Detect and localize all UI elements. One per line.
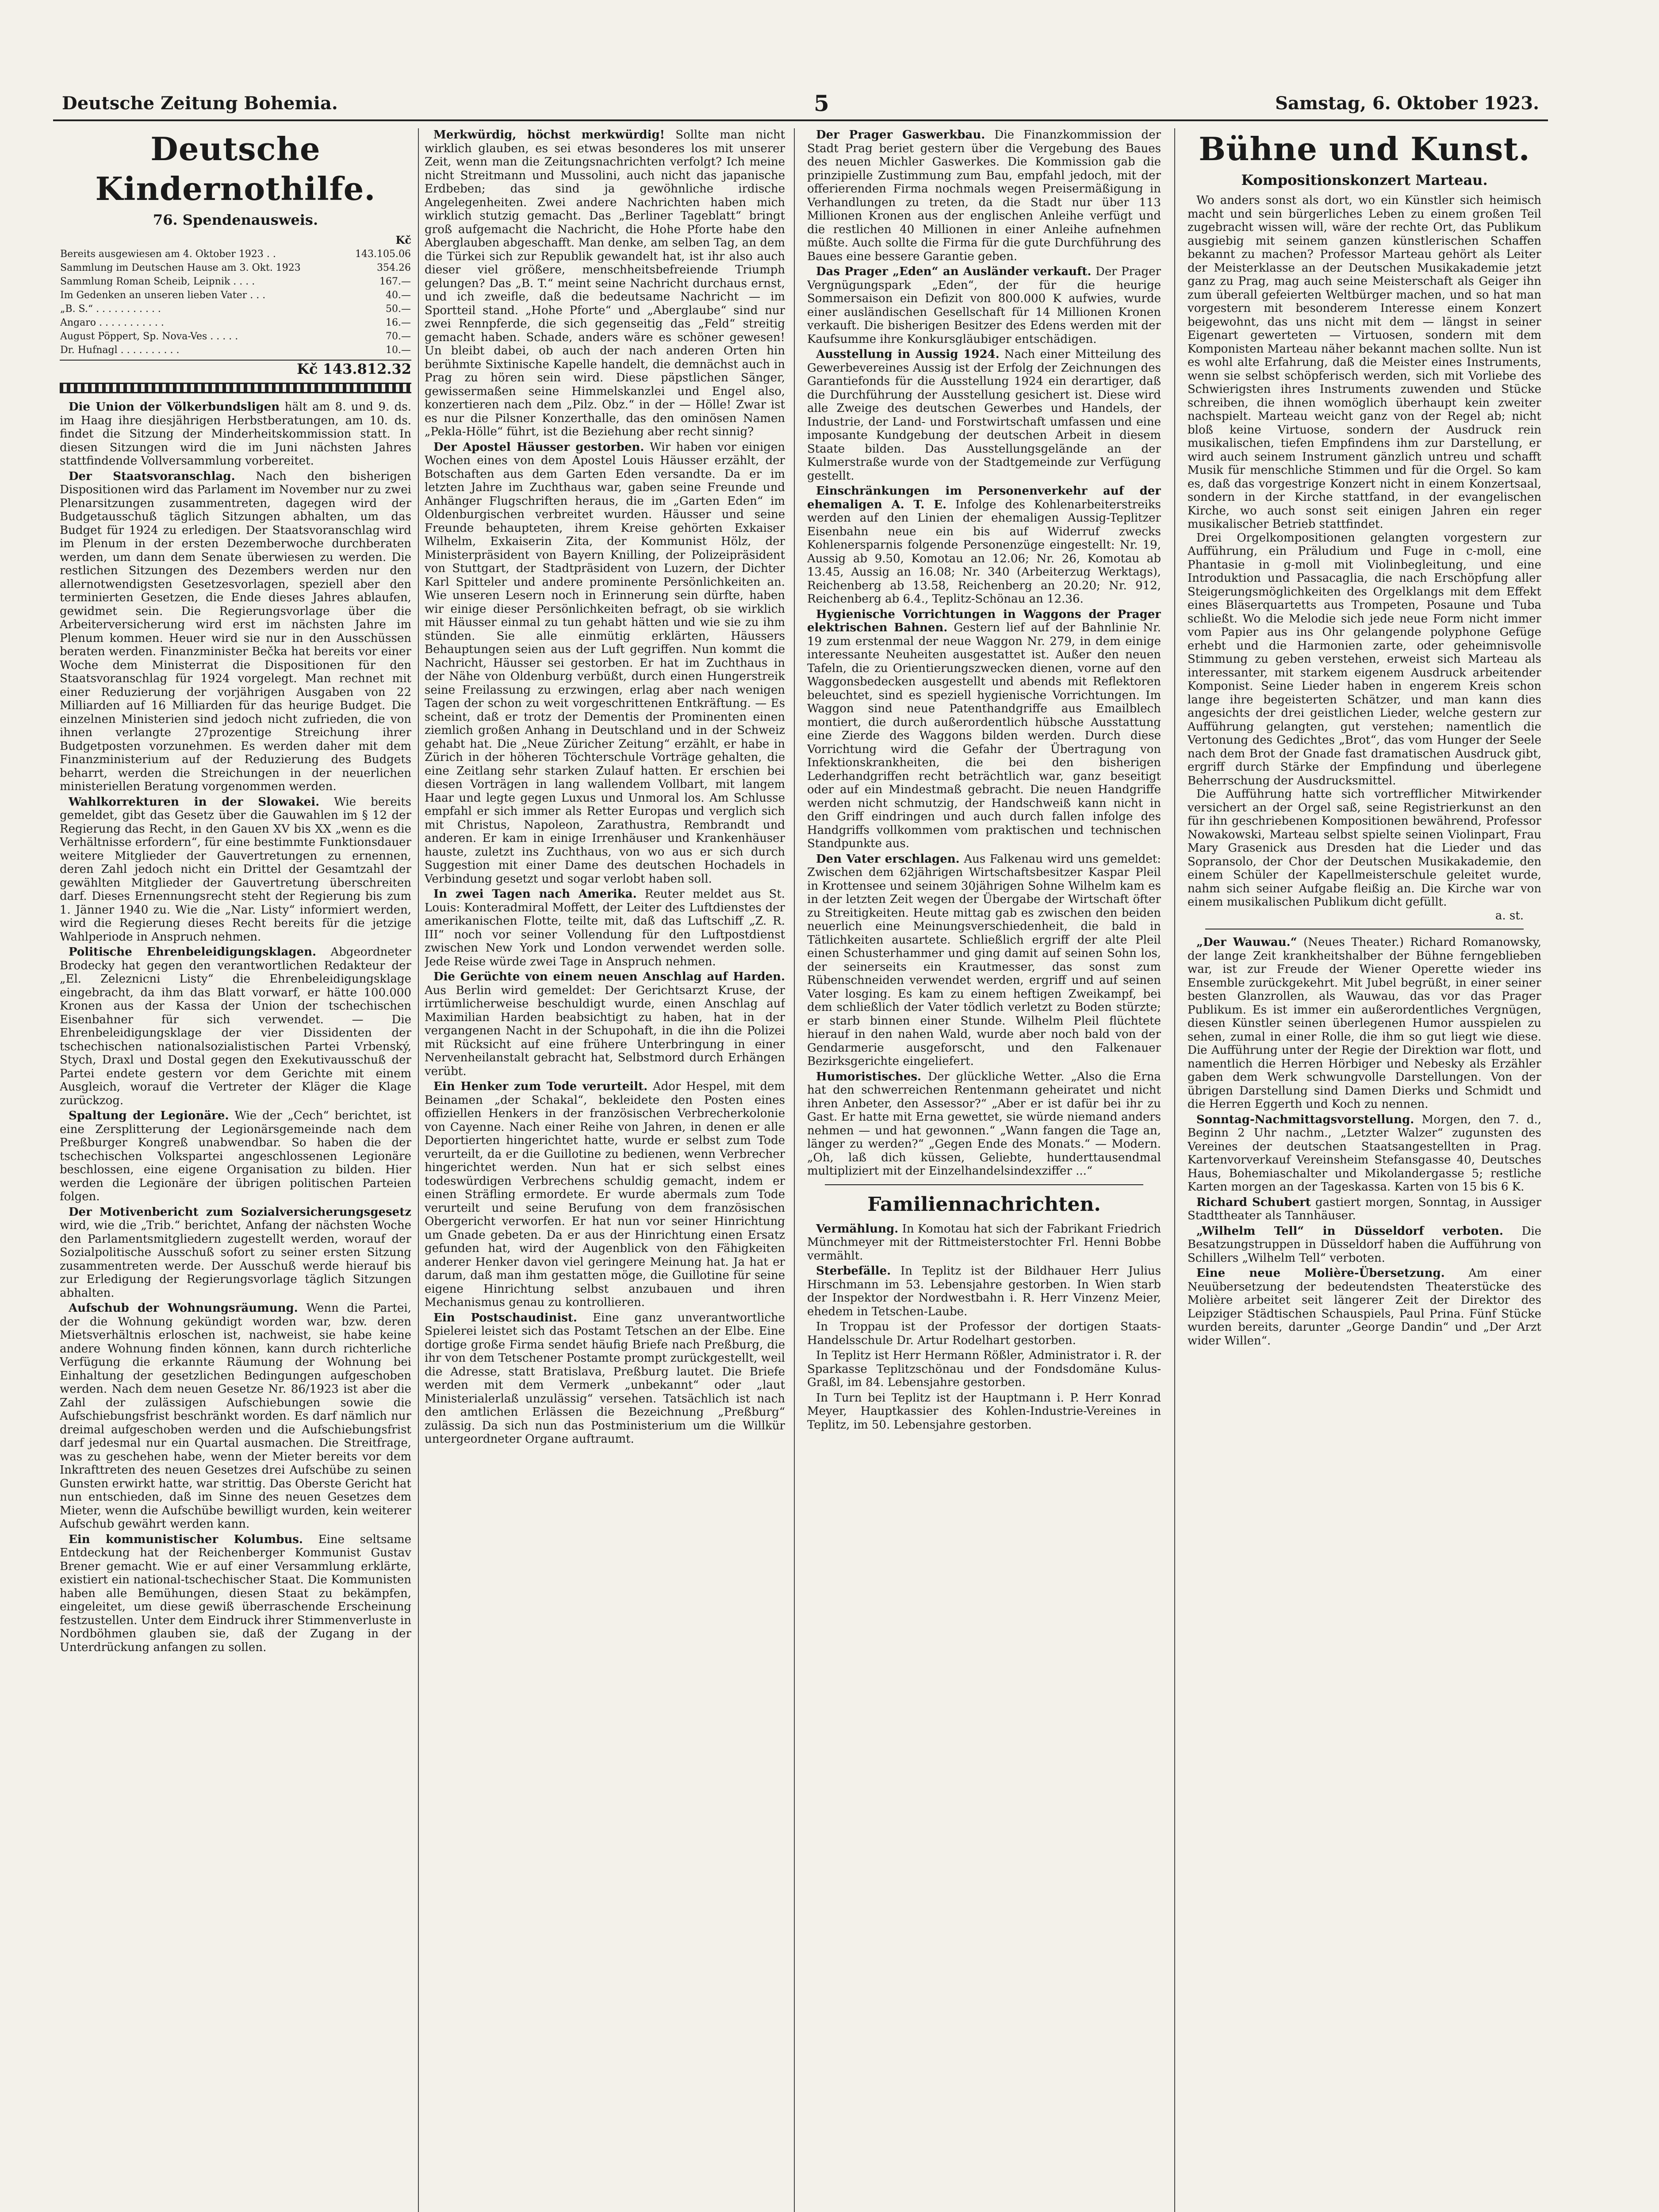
news-item (807, 853, 1161, 1068)
news-headline: Ein kommunistischer Kolumbus. (69, 1532, 303, 1546)
news-text: Am einer Neuübersetzung der bedeutendsten Theaterstücke des Molière arbeitet seit längerer Zeit der Direktor des Leipziger Städtischen Schauspiels, Paul Prina. Fünf Stücke wurden bereits, darunter „George Dandin“ und „Der Arzt wider Willen“. (1188, 1267, 1541, 1348)
news-headline: Einschränkungen im Personenverkehr auf der ehemaligen A. T. E. (807, 484, 1161, 511)
donation-label: Bereits ausgewiesen am 4. Oktober 1923 . . (60, 248, 276, 260)
donation-label: Im Gedenken an unseren lieben Vater . . . (60, 289, 266, 301)
currency-label: Kč (395, 234, 411, 246)
news-item (425, 1080, 785, 1310)
news-item (425, 441, 785, 886)
news-headline: Den Vater erschlagen. (816, 852, 960, 866)
news-text: hält am 8. und 9. ds. im Haag ihre diesjährigen Herbstberatungen, am 10. ds. findet die Sitzung der Minderheitskommission statt. In diesen Sitzungen wird die im Juni nächsten Jahres stattfindende Vollversammlung vorbereitet. (60, 400, 411, 468)
donation-amount: 167.— (379, 276, 411, 287)
news-item (1188, 1196, 1541, 1223)
news-headline: Ein Postschaudinist. (433, 1311, 577, 1325)
news-text: Die Finanzkommission der Stadt Prag beriet gestern über die Vergebung des Baues des neuen Michler Gaswerkes. Die Kommission gab die prinzipielle Zustimmung zum Bau, empfahl jedoch, mit der offerierenden Firma nochmals wegen Preisermäßigung in Verhandlungen zu treten, da die Stadt nur über 113 Millionen Kronen aus der englischen Anleihe verfügt und die restlichen 40 Millionen in einer Anleihe aufnehmen müßte. Auch sollte die Firma für die gute Durchführung des Baues eine bessere Garantie geben. (807, 128, 1161, 263)
news-item (425, 128, 785, 439)
page-number: 5 (814, 90, 829, 116)
news-item (60, 400, 411, 468)
news-headline: Spaltung der Legionäre. (69, 1109, 229, 1122)
donation-row (60, 275, 411, 288)
news-headline: „Der Wauwau.“ (1196, 936, 1297, 949)
column-rule (794, 128, 795, 2212)
column-4 (1188, 128, 1541, 2212)
donation-row (60, 247, 411, 261)
news-text: Gestern lief auf der Bahnlinie Nr. 19 zum erstenmal der neue Waggon Nr. 279, in dem einige interessante Neuheiten ausgestattet ist. Außer den neuen Tafeln, die zu Orientierungszwecken dienen, vorne auf den Waggonsbedecken ausgestellt und abends mit Reflektoren beleuchtet, sind es speziell hygienische Vorrichtungen. Im Waggon sind neue Patenthandgriffe aus Emailblech montiert, die durch außerordentlich hübsche Ausstattung eine Zierde des Waggons bilden werden. Durch diese Vorrichtung wird die Gefahr der Übertragung von Infektionskrankheiten, die bei den bisherigen Lederhandgriffen recht beträchtlich war, ganz beseitigt oder auf ein Mindestmaß gebracht. Die neuen Handgriffe werden nicht schmutzig, der Handschweiß kann nicht in den Griff eindringen und auch durch fallen infolge des Handgriffs vollkommen vom praktischen und technischen Standpunkte aus. (807, 621, 1161, 850)
news-item (425, 1311, 785, 1446)
news-headline: Sterbefälle. (816, 1264, 891, 1278)
header-rule (53, 119, 1548, 121)
news-item (1188, 936, 1541, 1111)
donation-label: Angaro . . . . . . . . . . . (60, 317, 164, 328)
news-headline: Das Prager „Eden“ an Ausländer verkauft. (816, 265, 1092, 278)
news-item (425, 970, 785, 1078)
column-2 (425, 128, 785, 2212)
news-headline: Hygienische Vorrichtungen in Waggons der Prager elektrischen Bahnen. (807, 607, 1161, 634)
news-headline: In zwei Tagen nach Amerika. (433, 887, 637, 901)
news-headline: Aufschub der Wohnungsräumung. (69, 1302, 298, 1315)
news-headline: Richard Schubert (1196, 1195, 1311, 1209)
review-signature: a. st. (1495, 909, 1524, 922)
donation-label: Sammlung im Deutschen Hause am 3. Okt. 1923 (60, 262, 301, 273)
column-3-stories (807, 128, 1161, 1178)
news-text: Die Besatzungstruppen in Düsseldorf haben die Aufführung von Schillers „Wilhelm Tell“ verboten. (1188, 1224, 1541, 1265)
kindernothilfe-title: Deutsche Kindernothilfe. (95, 130, 376, 207)
news-text: Sollte man nicht wirklich glauben, es sei etwas besonderes los mit unserer Zeit, wenn man die Zeitungsnachrichten verfolgt? Ich meine nicht Streitmann und Mussolini, auch nicht das japanische Erdbeben; das sind ja gewöhnliche irdische Angelegenheiten. Zwei andere Nachrichten haben mich wirklich stutzig gemacht. Das „Berliner Tageblatt“ bringt groß aufgemacht die Nachricht, die Hohe Pforte habe den Aberglauben abgeschafft. Man denke, am selben Tag, an dem die Türkei sich zur Republik gewandelt hat, ist ihr also auch dieser viel größere, menschheitsbefreiende Triumph gelungen? Das „B. T.“ meint seine Nachricht durchaus ernst, und ich zweifle, daß die bedeutsame Nachricht — im Sportteil stand. „Hohe Pforte“ und „Aberglaube“ sind nur zwei Rennpferde, die sich gegenseitig das „Feld“ streitig gemacht haben. Schade, anders wäre es schöner gewesen! Un bleibt dabei, ob auch der nach anderen Orten hin berühmte Sixtinische Kapelle handelt, die demnächst auch in Prag zu hören sein wird. Diese päpstlichen Sänger, gewissermaßen seine Himmelskanzlei und Engel also, konzertieren nach dem „Pilz. Obz.“ in der — Hölle! Zwar ist es nur die Pilsner Konzerthalle, das den ominösen Namen „Pekla-Hölle“ führt, ist die Beziehung aber recht sinnig? (425, 128, 785, 438)
news-text: Wenn die Partei, der die Wohnung gekündigt worden war, bzw. deren Mietsverhältnis erloschen ist, nachweist, sie habe keine andere Wohnung finden können, kann durch richterliche Verfügung die erkannte Räumung der Wohnung bei Einhaltung der gesetzlichen Bedingungen aufgeschoben werden. Nach dem neuen Gesetze Nr. 86/1923 ist aber die Zahl der zulässigen Aufschiebungen sowie die Aufschiebungsfrist beschränkt worden. Es darf nämlich nur dreimal aufgeschoben werden und die Aufschiebungsfrist darf jedesmal nur ein Quartal ausmachen. Die Streitfrage, was zu geschehen habe, wenn der Mieter bereits vor dem Inkrafttreten des neuen Gesetzes drei Aufschübe zu seinen Gunsten erwirkt hatte, war strittig. Das Oberste Gericht hat nun entschieden, daß im Sinne des neuen Gesetzes dem Mieter, wenn die Aufschübe bewilligt wurden, kein weiterer Aufschub gewährt werden kann. (60, 1302, 411, 1531)
news-headline: Merkwürdig, höchst merkwürdig! (433, 128, 665, 142)
news-item (60, 945, 411, 1107)
family-notices (807, 1222, 1161, 1432)
news-text: In Troppau ist der Professor der dortigen Staats-Handelsschule Dr. Artur Rodelhart gestorben. (807, 1320, 1161, 1347)
review-paragraph: Drei Orgelkompositionen gelangten vorgestern zur Aufführung, ein Präludium und Fuge in c-moll, eine Phantasie in g-moll mit Violinbegleitung, und eine Introduktion und Passacaglia, die nach Erschöpfung aller Steigerungsmöglichkeiten des Orgelklangs mit dem Effekt eines Bläserquartetts aus Trompeten, Posaune und Tuba schließt. Wo die Melodie sich jede neue Form nicht immer vom Papier aus ins Ohr gelangende polyphone Gefüge erhebt und die Harmonien zarte, oder geheimnisvolle Stimmung zu geben verstehen, erweist sich Marteau als interessanter, mit starkem eigenem Ausdruck arbeitender Komponist. Seine Lieder haben in engerem Kreis schon lange ihre begeisterten Schätzer, und man kann dies angesichts der drei geistlichen Lieder, welche gestern zur Aufführung gelangten, gut verstehen; namentlich die Vertonung des Gedichtes „Brot“, das vom Hunger der Seele nach dem Brot der Gnade fast dramatischen Ausdruck gibt, ergriff durch Stärke der Empfindung und überlegene Beherrschung der Ausdrucksmittel. (1188, 531, 1541, 787)
donations-total: Kč 143.812.32 (60, 360, 411, 379)
news-item (807, 348, 1161, 483)
donation-row (60, 288, 411, 302)
news-headline: Wahlkorrekturen in der Slowakei. (69, 795, 320, 809)
column-1-stories (60, 400, 411, 1654)
donation-label: Sammlung Roman Scheib, Leipnik . . . . (60, 276, 255, 287)
column-1 (60, 128, 411, 2212)
news-item (1188, 1267, 1541, 1348)
news-item (807, 265, 1161, 346)
news-item (807, 128, 1161, 263)
news-headline: Ausstellung in Aussig 1924. (816, 348, 1000, 361)
news-item (807, 1349, 1161, 1390)
donation-amount: 354.26 (377, 262, 411, 273)
news-item (807, 1320, 1161, 1347)
news-text: gastiert morgen, Sonntag, in Aussiger Stadttheater als Tannhäuser. (1188, 1195, 1541, 1222)
newspaper-name: Deutsche Zeitung Bohemia. (62, 93, 338, 114)
news-text: Wir haben vor einigen Wochen eines von dem Apostel Louis Häusser erzählt, der Botschaften aus dem Garten Eden versandte. Da er im letzten Jahre im Zuchthaus war, gaben seine Freunde und Anhänger Flugschriften heraus, die im „Garten Eden“ im Oldenburgischen verbreitet wurden. Häusser und seine Freunde behaupteten, ihrem Kreise gehörten Exkaiser Wilhelm, Exkaiserin Zita, der Kommunist Hölz, der Ministerpräsident von Bayern Knilling, der Polizeipräsident von Stuttgart, der Stadtpräsident von Luzern, der Dichter Karl Spitteler und andere prominente Persönlichkeiten an. Wie unseren Lesern noch in Erinnerung sein dürfte, haben wir einige dieser Persönlichkeiten befragt, ob sie wirklich mit Häusser einmal zu tun gehabt hätten und wie sie zu ihm stünden. Sie alle einmütig erklärten, Häussers Behauptungen seien aus der Luft gegriffen. Nun kommt die Nachricht, Häusser sei gestorben. Er hat im Zuchthaus in der Nähe von Oldenburg verbüßt, durch einen Hungerstreik seine Freilassung zu erzwingen, erlag aber nach wenigen Tagen der schon zu weit vorgeschrittenen Entkräftung. — Es scheint, daß er trotz der Dementis der Prominenten einen ziemlich großen Anhang in Deutschland und in der Schweiz gehabt hat. Die „Neue Züricher Zeitung“ erzählt, er habe in Zürich in der höheren Töchterschule Vorträge gehalten, die eine Zeitlang sehr starken Zulauf hatten. Er erschien bei diesen Vorträgen in lang wallendem Vollbart, mit langem Haar und legte gegen Luxus und Unmoral los. Am Schlusse empfahl er sich immer als Retter Europas und verglich sich mit Christus, Napoleon, Zarathustra, Rembrandt und anderen. Er kam in einige Irrenhäuser und Krankenhäuser hauste, zuletzt ins Zuchthaus, von wo aus er sich durch Suggestion mit einer Dame des deutschen Hochadels in Verbindung gesetzt und sogar verlobt haben soll. (425, 440, 785, 886)
news-headline: Sonntag-Nachmittagsvorstellung. (1196, 1113, 1414, 1126)
donation-row (60, 343, 411, 357)
news-text: wird, wie die „Trib.“ berichtet, Anfang der nächsten Woche den Parlamentsmitgliedern zugestellt werden, worauf der Sozialpolitische Ausschuß sofort zu seiner ersten Sitzung zusammentreten werde. Der Ausschuß werde hierauf bis zur Erledigung der Regierungsvorlage täglich Sitzungen abhalten. (60, 1219, 411, 1300)
donation-row (60, 302, 411, 316)
news-headline: Der Prager Gaswerkbau. (816, 128, 985, 142)
issue-date: Samstag, 6. Oktober 1923. (1275, 93, 1539, 114)
news-headline: Der Motivenbericht zum Sozialversicherungsgesetz (69, 1205, 411, 1219)
news-text: Eine seltsame Entdeckung hat der Reichenberger Kommunist Gustav Brener gemacht. Wie er auf einer Versammlung erklärte, existiert ein national-tschechischer Staat. Die Kommunisten haben alle Bemühungen, diesen Staat zu bekämpfen, eingeleitet, um diese gewiß überraschende Erscheinung festzustellen. Unter dem Eindruck ihrer Stimmenverluste in Nordböhmen glauben sie, daß der Zugang in der Unterdrückung anfangen zu sollen. (60, 1532, 411, 1654)
donation-row (60, 261, 411, 275)
spendenausweis-subtitle: 76. Spendenausweis. (153, 211, 318, 228)
column-4-stories (1188, 936, 1541, 1348)
news-headline: Ein Henker zum Tode verurteilt. (433, 1080, 648, 1093)
donation-amount: 40.— (386, 289, 411, 301)
donation-label: Dr. Hufnagl . . . . . . . . . . (60, 344, 180, 356)
review-subtitle: Kompositionskonzert Marteau. (1241, 172, 1488, 188)
news-item (60, 1109, 411, 1204)
concert-review (1188, 194, 1541, 909)
news-text: In Komotau hat sich der Fabrikant Friedrich Münchmeyer mit der Rittmeisterstochter Frl. Henni Bobbe vermählt. (807, 1222, 1161, 1263)
news-headline: Politische Ehrenbeleidigungsklagen. (69, 945, 317, 959)
news-item (807, 484, 1161, 606)
news-item (60, 1302, 411, 1531)
news-text: Morgen, den 7. d., Beginn 2 Uhr nachm., „Letzter Walzer“ zugunsten des Vereines der deutschen Staatsangestellten in Prag. Kartenvorverkauf Vereinsheim Stefansgasse 40, Deutsches Haus, Bohemiaschalter und Mikolandergasse 5; restliche Karten morgen an der Tageskassa. Karten von 15 bis 6 K. (1188, 1113, 1541, 1194)
news-item (60, 795, 411, 944)
news-headline: Der Staatsvoranschlag. (69, 469, 235, 483)
column-3 (807, 128, 1161, 2212)
news-text: In Turn bei Teplitz ist der Hauptmann i. P. Herr Konrad Meyer, Hauptkassier des Kohlen-Industrie-Vereines in Teplitz, im 50. Lebensjahre gestorben. (807, 1391, 1161, 1432)
news-headline: Die Gerüchte von einem neuen Anschlag auf Harden. (433, 970, 785, 983)
news-headline: Eine neue Molière-Übersetzung. (1196, 1267, 1445, 1280)
running-header (62, 90, 1539, 119)
news-text: (Neues Theater.) Richard Romanowsky, der lange Zeit krankheitshalber der Bühne ferngeblieben war, ist zur Freude der Wiener Operette wieder ins Ensemble zurückgekehrt. Mit Jubel begrüßt, in einer seiner besten Glanzrollen, als Wauwau, das vor das Prager Publikum. Es ist immer ein außerordentliches Vergnügen, diesen Künstler seinen überlegenen Humor ausspielen zu sehen, zumal in einer Rolle, die ihm so gut liegt wie diese. Die Aufführung unter der Regie der Direktion war flott, und namentlich die Herren Hörbiger und Nebesky als Erzähler gaben dem Werk schwungvolle Darstellungen. Von der übrigen Darstellung sind Damen Dierks und Schmidt und die Herren Eggerth und Koch zu nennen. (1188, 936, 1541, 1111)
news-text: In Teplitz ist der Bildhauer Herr Julius Hirschmann im 53. Lebensjahre gestorben. In Wien starb der Inspektor der Nordwestbahn i. R. Herr Vinzenz Meier, ehedem in Tetschen-Laube. (807, 1264, 1161, 1318)
donation-row (60, 316, 411, 330)
news-text: Der glückliche Wetter. „Also die Erna hat den schwerreichen Rentenmann geheiratet und nicht ihren Anbeter, den Assessor?“ „Aber er ist dafür bei ihr zu Gast. Er hatte mit Erna gewettet, sie würde niemand anders nehmen — und hat gewonnen.“ „Wann fangen die Tage an, länger zu werden?“ „Gegen Ende des Monats.“ — Modern. „Oh, laß dich küssen, Geliebte, hunderttausendmal multipliziert mit der Einzelhandelsindexziffer ...“ (807, 1070, 1161, 1178)
news-headline: „Wilhelm Tell“ in Düsseldorf verboten. (1196, 1224, 1503, 1238)
news-text: Wie der „Cech“ berichtet, ist eine Zersplitterung der Legionärsgemeinde nach dem Preßburger Kongreß unabwendbar. So haben die der tschechischen Volkspartei angeschlossenen Legionäre beschlossen, eine eigene Organisation zu bilden. Hier werden die Legionäre der übrigen politischen Parteien folgen. (60, 1109, 411, 1203)
news-item (60, 1533, 411, 1655)
donation-amount: 70.— (386, 330, 411, 342)
donation-row (60, 330, 411, 343)
familiennachrichten-title: Familiennachrichten. (867, 1193, 1101, 1216)
news-item (807, 1222, 1161, 1263)
buehne-title: Bühne und Kunst. (1199, 130, 1530, 168)
news-item (60, 470, 411, 794)
news-text: Nach den bisherigen Dispositionen wird das Parlament im November nur zu zwei Plenarsitzungen zusammentreten, dagegen wird der Budgetausschuß täglich Sitzungen abhalten, um das Budget für 1924 zu erledigen. Der Staatsvoranschlag wird im Plenum in der ersten Dezemberwoche durchberaten werden, um dann dem Senate überwiesen zu werden. Die restlichen Sitzungen des Dezembers werden nur den allernotwendigsten Gesetzesvorlagen, speziell aber den terminierten Gesetzen, die Ende dieses Jahres ablaufen, gewidmet sein. Die Regierungsvorlage über die Arbeiterversicherung wird erst im nächsten Jahre im Plenum kommen. Heuer wird sie nur in den Ausschüssen beraten werden. Finanzminister Bečka hat bereits vor einer Woche dem Ministerrat die Dispositionen für den Staatsvoranschlag für 1924 vorgelegt. Man rechnet mit einer Reduzierung der vorjährigen Ausgaben von 22 Milliarden auf 16 Milliarden für das heurige Budget. Die einzelnen Ministerien sind jedoch nicht zufrieden, die von ihnen verlangte 27prozentige Streichung ihrer Budgetposten vorzunehmen. Es werden daher mit dem Finanzministerium auf der Reduzierung des Budgets beharrt, werden die Streichungen in der neuerlichen ministeriellen Beratung vorgenommen werden. (60, 469, 411, 793)
column-rule (418, 128, 419, 2212)
donation-amount: 50.— (386, 303, 411, 315)
news-item (1188, 1225, 1541, 1265)
news-text: Nach einer Mitteilung des Gewerbevereines Aussig ist der Erfolg der Zeichnungen des Garantiefonds für die Ausstellung 1924 ein derartiger, daß die Durchführung der Ausstellung gesichert ist. Diese wird alle Zweige des deutschen Gewerbes und Handels, der Industrie, der Land- und Forstwirtschaft umfassen und eine imposante Kundgebung der deutschen Arbeit in diesem Staate bilden. Das Ausstellungsgelände an der Kulmerstraße wurde von der Stadtgemeinde zur Verfügung gestellt. (807, 348, 1161, 483)
news-text: Aus Falkenau wird uns gemeldet: Zwischen dem 62jährigen Wirtschaftsbesitzer Kaspar Pleil in Krottensee und seinem 30jährigen Sohne Wilhelm kam es in der letzten Zeit wegen der Übergabe der Wirtschaft öfter zu Streitigkeiten. Heute mittag gab es zwischen den beiden neuerlich eine Meinungsverschiedenheit, die bald in Tätlichkeiten ausartete. Schließlich ergriff der alte Pleil einen Schusterhammer und ging damit auf seinen Sohn los, der seinerseits ein Krautmesser, das sonst zum Rübenschneiden verwendet werden, ergriff und auf seinen Vater losging. Es kam zu einem heftigen Zweikampf, bei dem schließlich der Vater tödlich verletzt zu Boden stürzte; er starb binnen einer Stunde. Wilhelm Pleil flüchtete hierauf in den nahen Wald, wurde aber noch bald von der Gendarmerie ausgeforscht, und den Falkenauer Bezirksgerichte eingeliefert. (807, 852, 1161, 1068)
ornamental-rule (60, 383, 411, 393)
news-text: Infolge des Kohlenarbeiterstreiks werden auf den Linien der ehemaligen Aussig-Teplitzer Eisenbahn neue ein bis auf Widerruf zwecks Kohlenersparnis folgende Personenzüge eingestellt: Nr. 19, Aussig ab 9.50, Komotau an 12.06; Nr. 26, Komotau ab 13.45, Aussig an 16.08; Nr. 340 (Arbeiterzug Werktags), Reichenberg ab 13.58, Reichenberg an 20.20; Nr. 912, Reichenberg ab 6.4., Teplitz-Schönau an 12.36. (807, 498, 1161, 606)
review-paragraph: Die Aufführung hatte sich vortrefflicher Mitwirkender versichert an der Orgel saß, seine Registrierkunst an den für ihn geschriebenen Kompositionen bewährend, Professor Nowakowski, Marteau selbst spielte seinen Violinpart, Frau Mary Grasenick aus Dresden hat die Lieder und das Sopransolo, der Chor der Deutschen Musikakademie, den einem Schüler der Kapellmeisterschule geleitet wurde, nahm sich seiner Aufgabe fleißig an. Die Kirche war von einem musikalischen Publikum dicht gefüllt. (1188, 787, 1541, 909)
news-text: Eine ganz unverantwortliche Spielerei leistet sich das Postamt Tetschen an der Elbe. Eine dortige große Firma sendet häufig Briefe nach Preßburg, die ihr von dem Tetschener Postamte prompt zurückgestellt, weil die Adresse, statt Bratislava, Preßburg lautet. Die Briefe werden mit dem Vermerk „unbekannt“ oder „laut Ministerialerlaß unzulässig“ versehen. Tatsächlich ist nach den amtlichen Erlässen die Bezeichnung „Preßburg“ zulässig. Da sich nun das Postministerium um die Willkür untergeordneter Organe auftraumt. (425, 1311, 785, 1446)
news-headline: Vermählung. (816, 1222, 899, 1236)
news-text: Ador Hespel, mit dem Beinamen „der Schakal“, bekleidete den Posten eines offiziellen Henkers in der französischen Verbrecherkolonie von Cayenne. Nach einer Reihe von Jahren, in denen er alle Deportierten hingerichtet hatte, wurde er selbst zum Tode verurteilt, da er die Guillotine zu bedienen, wenn Verbrecher hingerichtet werden. Nun hat er sich selbst eines todeswürdigen Verbrechens schuldig gemacht, indem er einen Sträfling ermordete. Er wurde abermals zum Tode verurteilt und seine Berufung von dem französischen Obergericht verworfen. Er hat nun vor seiner Hinrichtung um Gnade gebeten. Da er aus der Hinrichtung einen Ersatz gefunden hat, wird der Augenblick von den Fähigkeiten anderer Henker davon viel geringere Meinung hat. Ja hat er darum, daß man ihm gestatten möge, die Guillotine für seine eigene Hinrichtung selbst anzubauen und ihren Mechanismus genau zu kontrollieren. (425, 1080, 785, 1309)
news-item (425, 887, 785, 968)
news-item (807, 1070, 1161, 1178)
news-text: Wie bereits gemeldet, gibt das Gesetz über die Gauwahlen im § 12 der Regierung das Recht, in den Gauen XV bis XX „wenn es die Verhältnisse erfordern“, für eine bestimmte Funktionsdauer weitere Mitglieder der Gauvertretungen zu ernennen, deren Zahl jedoch nicht ein Drittel der Gesamtzahl der gewählten Mitglieder der Gauvertretung überschreiten darf. Dieses Ernennungsrecht steht der Regierung bis zum 1. Jänner 1940 zu. Wie die „Nar. Listy“ informiert werden, wird die Regierung dieses Recht bereits für die jetzige Wahlperiode in Anspruch nehmen. (60, 795, 411, 944)
news-item (1188, 1113, 1541, 1194)
news-text: In Teplitz ist Herr Hermann Rößler, Administrator i. R. der Sparkasse Teplitzschönau und der Fondsdomäne Kulus-Graßl, im 84. Lebensjahre gestorben. (807, 1349, 1161, 1389)
news-headline: Die Union der Völkerbundsligen (69, 400, 280, 414)
donation-label: „B. S.“ . . . . . . . . . . . (60, 303, 161, 315)
section-rule (825, 1184, 1143, 1185)
news-text: Reuter meldet aus St. Louis: Konteradmiral Moffett, der Leiter des Luftdienstes der amerikanischen Flotte, teilte mit, daß das Luftschiff „Z. R. III“ noch vor seiner Vollendung für den Luftpostdienst zwischen New York und London verwendet werden solle. Jede Reise würde zwei Tage in Anspruch nehmen. (425, 887, 785, 968)
donation-label: August Pöppert, Sp. Nova-Ves . . . . . (60, 330, 238, 342)
news-item (807, 1264, 1161, 1318)
donation-amount: 10.— (386, 344, 411, 356)
donations-table (60, 247, 411, 357)
news-headline: Humoristisches. (816, 1070, 922, 1083)
news-item (60, 1206, 411, 1300)
news-item (807, 1391, 1161, 1432)
donation-amount: 143.105.06 (355, 248, 411, 260)
review-paragraph: Wo anders sonst als dort, wo ein Künstler sich heimisch macht und sein bürgerliches Leben zu einem großen Teil zugebracht wissen will, wäre der rechte Ort, das Publikum ausgiebig mit seinem ganzen künstlerischen Schaffen bekannt zu machen? Professor Marteau gehört als Leiter der Meisterklasse an der Deutschen Musikakademie jetzt ganz zu Prag, mag auch seine Meisterschaft als Geiger ihn zum überall gefeierten Weltbürger machen, und so hat man vorgestern mit besonderem Interesse einem Konzert beigewohnt, das uns nicht mit dem — längst in seiner Eigenart gewerteten — Virtuosen, sondern mit dem Komponisten Marteau näher bekannt machen sollte. Nun ist es wohl alte Erfahrung, daß die Meister eines Instruments, wenn sie selbst schöpferisch werden, sich mit Vorliebe des Schwierigsten ihres Instruments zuwenden und Stücke schreiben, die ihnen womöglich überhaupt kein zweiter nachspielt. Marteau weicht ganz von der Regel ab; nicht bloß keine Virtuose, sondern der Ausdruck rein musikalischen, tiefen Empfindens ihm zur Darstellung, er wird auch seinem Instrument gänzlich untreu und schafft Musik für menschliche Stimmen und für die Orgel. So kam es, daß das vorgestrige Konzert nicht in einem Konzertsaal, sondern in der Kirche stattfand, in der evangelischen Kirche, wo auch sonst seit einigen Jahren ein reger musikalischer Betrieb stattfindet. (1188, 194, 1541, 531)
news-item (807, 608, 1161, 851)
news-headline: Der Apostel Häusser gestorben. (433, 440, 644, 454)
news-text: Aus Berlin wird gemeldet: Der Gerichtsarzt Kruse, der irrtümlicherweise beschuldigt wurde, einen Anschlag auf Maximilian Harden beabsichtigt zu haben, hat in der vergangenen Nacht in der Schupohaft, in die ihn die Polizei mit Rücksicht auf eine frühere Unterbringung in einer Nervenheilanstalt gebracht hat, Selbstmord durch Erhängen verübt. (425, 983, 785, 1078)
news-text: Abgeordneter Brodecky hat gegen den verantwortlichen Redakteur der „El. Zeleznicni Listy“ die Ehrenbeleidigungsklage eingebracht, da ihm das Blatt vorwarf, er hätte 100.000 Kronen aus der Kassa der Union der tschechischen Eisenbahner für sich verwendet. — Die Ehrenbeleidigungsklage der vier Dissidenten der tschechischen nationalsozialistischen Partei Vrbenský, Stych, Draxl und Dostal gegen den Exekutivausschuß der Partei endete gestern vor dem Gerichte mit einem Ausgleich, worauf die Vertreter der Kläger die Klage zurückzog. (60, 945, 411, 1107)
column-2-stories (425, 128, 785, 1446)
news-text: Der Prager Vergnügungspark „Eden“, der für die heurige Sommersaison ein Defizit von 800.000 K aufwies, wurde einer ausländischen Gesellschaft für 14 Millionen Kronen verkauft. Die bisherigen Besitzer des Edens werden mit der Kaufsumme ihre Konkursgläubiger entschädigen. (807, 265, 1161, 346)
column-rule (1174, 128, 1175, 2212)
donation-amount: 16.— (386, 317, 411, 328)
